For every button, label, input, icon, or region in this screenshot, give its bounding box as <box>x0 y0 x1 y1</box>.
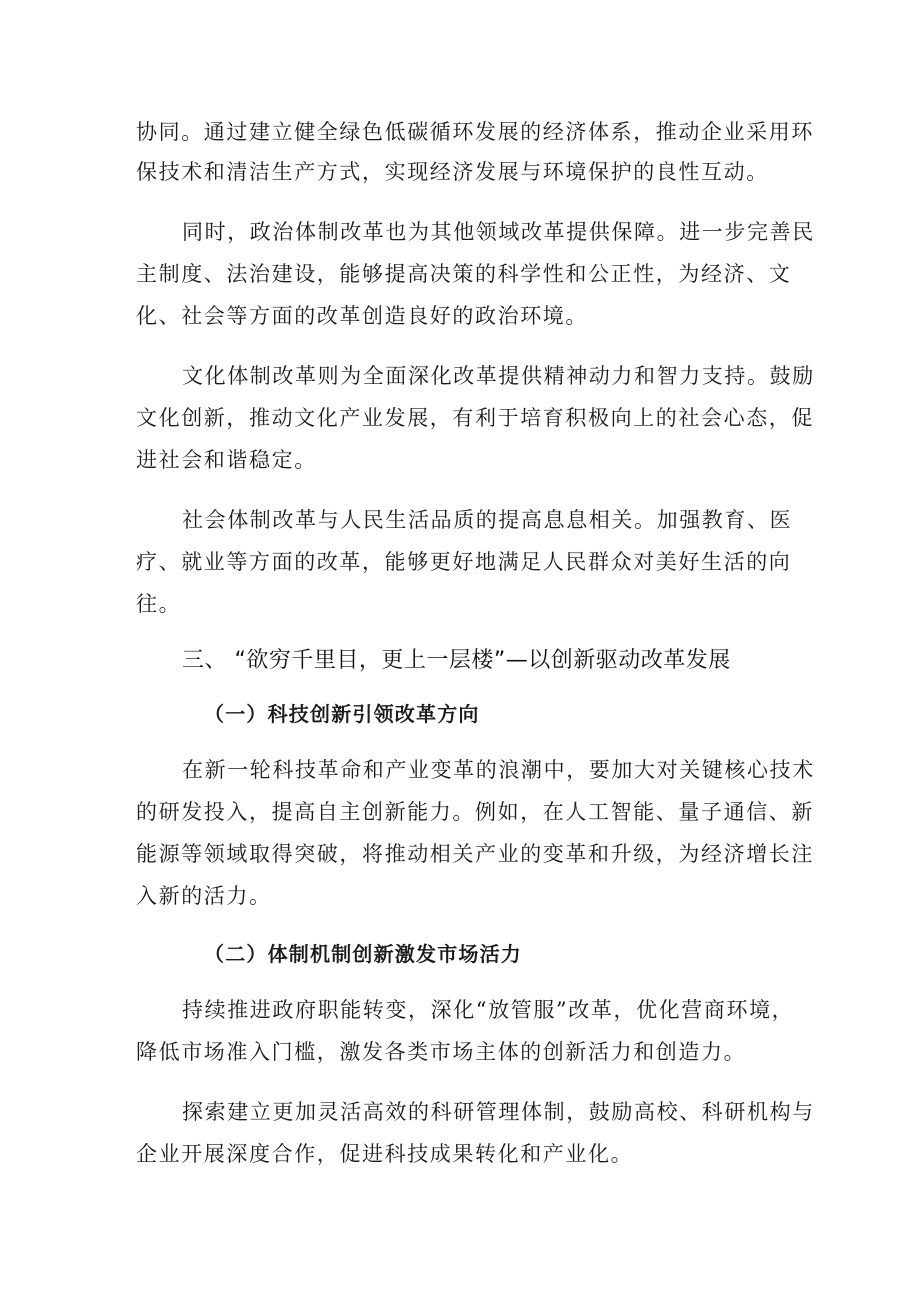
paragraph-line: 同时，政治体制改革也为其他领域改革提供保障。进一步完善民 <box>182 220 815 244</box>
paragraph-line: 在新一轮科技革命和产业变革的浪潮中，要加大对关键核心技术 <box>182 758 815 782</box>
subheading-tech-innovation: （一）科技创新引领改革方向 <box>204 702 480 726</box>
paragraph-line: 文化创新，推动文化产业发展，有利于培育积极向上的社会心态，促 <box>136 406 814 430</box>
paragraph-line: 能源等领域取得突破，将推动相关产业的变革和升级，为经济增长注 <box>136 842 814 866</box>
section-heading: 三、 “欲穷千里目，更上一层楼”—以创新驱动改革发展 <box>182 648 731 673</box>
paragraph-line: 往。 <box>136 592 182 616</box>
paragraph-line: 企业开展深度合作，促进科技成果转化和产业化。 <box>136 1142 634 1166</box>
paragraph-line: 主制度、法治建设，能够提高决策的科学性和公正性，为经济、文 <box>136 262 792 286</box>
paragraph-line: 入新的活力。 <box>136 884 272 908</box>
paragraph-line: 疗、就业等方面的改革，能够更好地满足人民群众对美好生活的向 <box>136 550 792 574</box>
paragraph-line: 的研发投入，提高自主创新能力。例如，在人工智能、量子通信、新 <box>136 800 814 824</box>
paragraph-line: 降低市场准入门槛，激发各类市场主体的创新活力和创造力。 <box>136 1040 747 1064</box>
paragraph-line: 持续推进政府职能转变，深化“放管服”改革，优化营商环境， <box>182 998 795 1022</box>
subheading-institutional-innovation: （二）体制机制创新激发市场活力 <box>204 942 522 966</box>
paragraph-line: 进社会和谐稳定。 <box>136 448 317 472</box>
paragraph-line: 保技术和清洁生产方式，实现经济发展与环境保护的良性互动。 <box>136 160 769 184</box>
paragraph-line: 化、社会等方面的改革创造良好的政治环境。 <box>136 304 588 328</box>
paragraph-line: 探索建立更加灵活高效的科研管理体制，鼓励高校、科研机构与 <box>182 1100 815 1124</box>
paragraph-line: 社会体制改革与人民生活品质的提高息息相关。加强教育、医 <box>182 508 793 532</box>
paragraph-line: 协同。通过建立健全绿色低碳循环发展的经济体系，推动企业采用环 <box>136 120 814 144</box>
paragraph-line: 文化体制改革则为全面深化改革提供精神动力和智力支持。鼓励 <box>182 364 815 388</box>
